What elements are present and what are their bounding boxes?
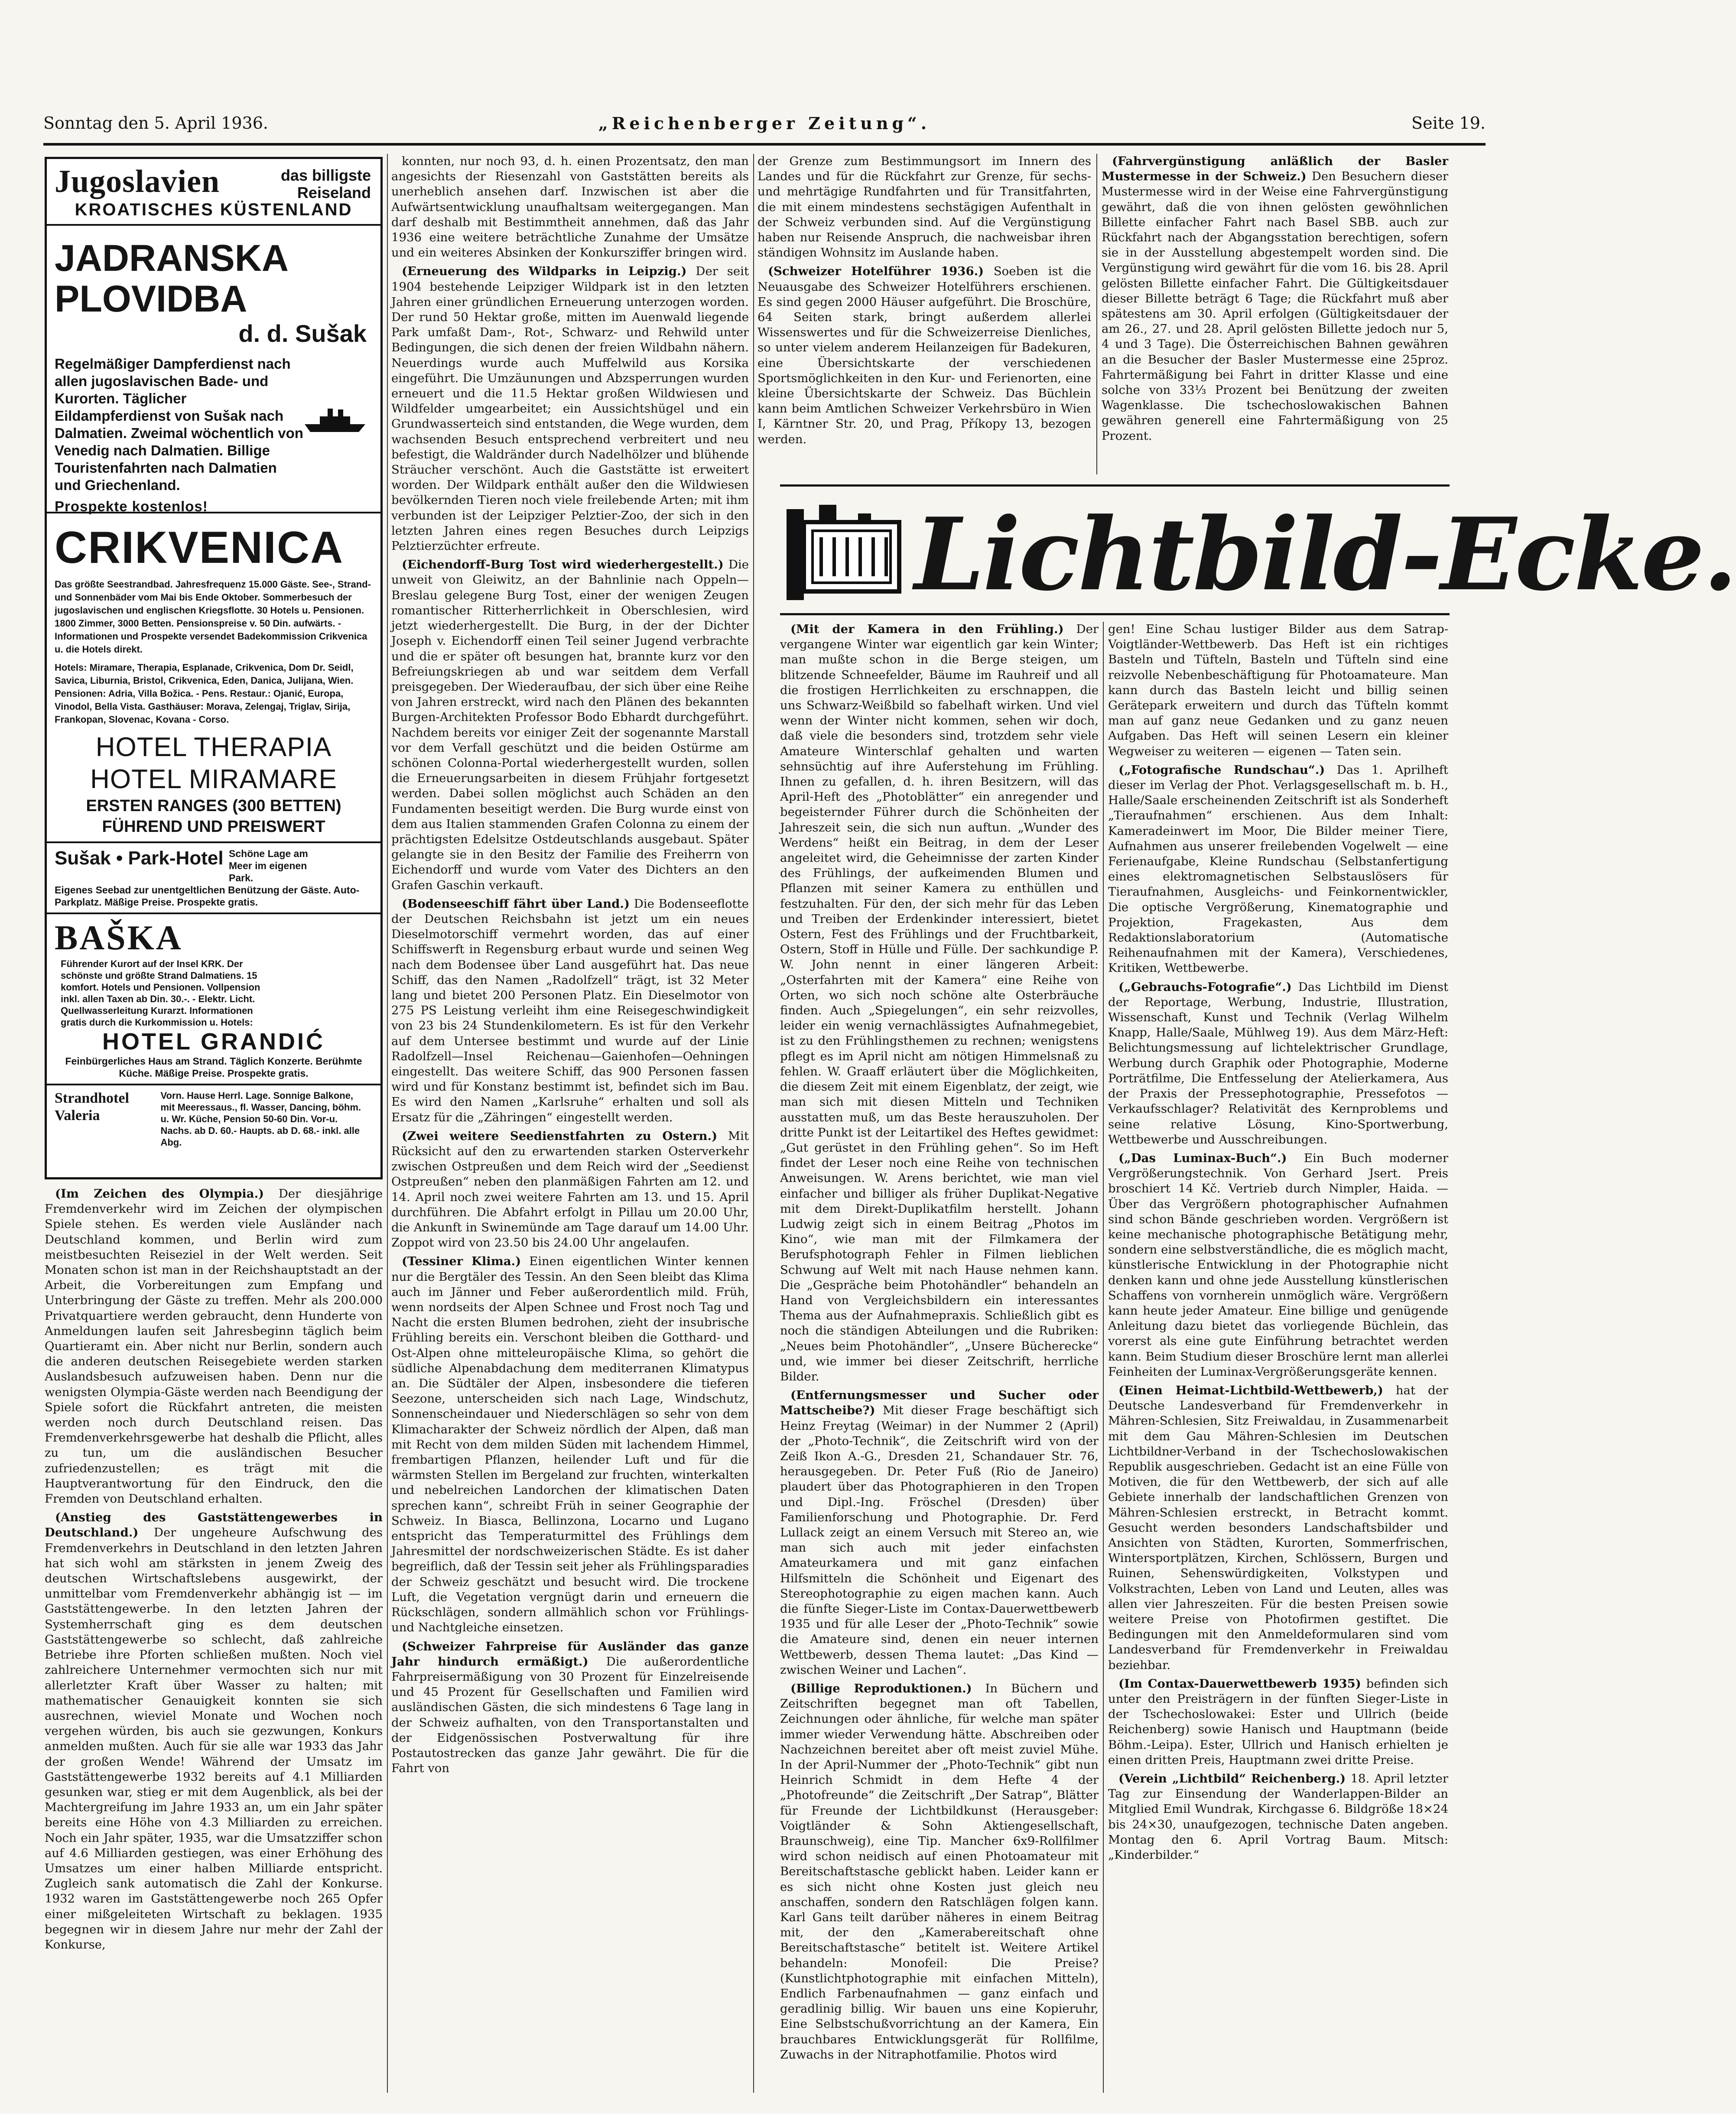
ad-susak-body: Eigenes Seebad zur unentgeltlichen Benützung der Gäste. Auto-Parkplatz. Mäßige Preise. Prospekte gratis.: [55, 884, 360, 908]
run-in-heading: (Fahrvergünstigung anläßlich der Basler Mustermesse in der Schweiz.): [1102, 154, 1448, 184]
article-schweizer-fahrpreise: (Schweizer Fahrpreise für Ausländer das ganze Jahr hindurch ermäßigt.) Die außerordentliche Fahrpreisermäßigung von 30 Prozent für Einzelreisende und 45 Prozent für Gesellschaften und Familien wird ausländischen Gästen, die sich mindestens 6 Tage lang in der Schweiz aufhalten, von den Transportanstalten und der Eidgenössischen Postverwaltung für ihre Postautostrecken das ganze Jahr gewährt. Die für die Fahrt von: [391, 1639, 749, 1776]
ad-hotel-therapia: HOTEL THERAPIA: [95, 732, 332, 762]
header-date: Sonntag den 5. April 1936.: [43, 114, 268, 133]
ad-susak-title: Sušak • Park-Hotel: [55, 848, 224, 869]
article-bodenseeschiff: (Bodenseeschiff fährt über Land.) Die Bodenseeflotte der Deutschen Reichsbahn ist jetzt um ein neues Dieselmotorschiff vermehrt worden, das auf einer Schiffswerft in Regensburg erbaut wurde und seinen Weg nach dem Bodensee über Land ausgeführt hat. Das neue Schiff, das den Namen „Radolfzell“ trägt, ist 32 Meter lang und bietet 200 Personen Platz. Ein Dieselmotor von 275 PS Leistung verleiht ihm eine Reisegeschwindigkeit von 23 bis 24 Stundenkilometern. Es ist für den Verkehr auf dem Untersee bestimmt und wurde auf der Linie Radolfzell—Insel Reichenau—Gaienhofen—Oehningen eingestellt. Das weitere Schiff, das 900 Personen fassen wird und für Konstanz bestimmt ist, befindet sich im Bau. Es wird den Namen „Karlsruhe“ erhalten und soll als Ersatz für die „Zähringen“ eingestellt werden.: [391, 896, 749, 1124]
article-heimat-wettbewerb: (Einen Heimat-Lichtbild-Wettbewerb,) hat der Deutsche Landesverband für Fremdenverkehr in Mähren-Schlesien, Sitz Freiwaldau, in Zusammenarbeit mit dem Gau Mähren-Schlesien im Deutschen Lichtbildner-Verband in der Tschechoslowakischen Republik ausgeschrieben. Gedacht ist an eine Fülle von Motiven, die für den Wettbewerb, der sich auf alle Gebiete innerhalb der landschaftlichen Grenzen von Mähren-Schlesien erstreckt, in Betracht kommt. Gesucht werden besonders Landschaftsbilder und Ansichten von Städten, Kurorten, Sommerfrischen, Wintersportplätzen, Kirchen, Schlössern, Burgen und Ruinen, Sehenswürdigkeiten, Volkstypen und Volkstrachten, Leben von Land und Leuten, alles was allen vier Jahreszeiten. Für die besten Preisen sowie weitere Preise von Photofirmen gestiftet. Die Bedingungen mit den Anmeldeformularen sind vom Landesverband für Fremdenverkehr in Freiwaldau beziehbar.: [1108, 1383, 1448, 1672]
banner-bottom-rule: [780, 613, 1450, 615]
ad-tagline-line-1: das billigste: [280, 166, 371, 184]
ad-crikvenica-title: CRIKVENICA: [55, 523, 344, 573]
ad-jadranska-company: d. d. Sušak: [238, 320, 367, 347]
article-entfernungsmesser: (Entfernungsmesser und Sucher oder Mattscheibe?) Mit dieser Frage beschäftigt sich Heinz Freytag (Weimar) in der Nummer 2 (April) der „Photo-Technik“, die Zeitschrift wird von der Zeiß Ikon A.-G., Dresden 21, Schandauer Str. 76, herausgegeben. Dr. Peter Fuß (Rio de Janeiro) plaudert über das Photographieren in den Tropen und Dipl.-Ing. Fröschel (Dresden) über Familienforschung und Photographie. Dr. Ferd Lullack zeigt an einem Versuch mit Stereo an, wie man sich auch mit jeder einfachsten Amateurkamera und mit ganz einfachen Hilfsmitteln die Schönheit und Eigenart des Stereophotographie zu eigen machen kann. Auch die fünfte Sieger-Liste im Contax-Dauerwettbewerb 1935 und für alle Leser der „Photo-Technik“ sowie die Amateure sind, denen ein neuer internen Wettbewerb, dessen Thema lautet: „Das Kind — zwischen Weiner und Lachen“.: [780, 1388, 1099, 1677]
article-gaststaetten-cont: konnten, nur noch 93, d. h. einen Prozentsatz, den man angesichts der Riesenzahl von Gaststätten bereits als unerheblich ansehen darf. Inzwischen ist aber die Aufwärtsentwicklung unaufhaltsam weitergegangen. Man darf deshalb mit Bestimmtheit annehmen, daß das Jahr 1936 eine weitere beträchtliche Zunahme der Umsätze und ein weiteres Absinken der Konkursziffer bringen wird.: [391, 154, 749, 260]
run-in-heading: („Gebrauchs-Fotografie“.): [1118, 980, 1292, 994]
run-in-heading: („Das Luminax-Buch“.): [1118, 1151, 1287, 1165]
header-rule: [43, 143, 1486, 146]
run-in-heading: (Mit der Kamera in den Frühling.): [790, 622, 1064, 636]
run-in-heading: (Eichendorff-Burg Tost wird wiederhergestellt.): [402, 558, 724, 572]
ad-hotel-grandic: HOTEL GRANDIĆ: [102, 1029, 325, 1055]
lichtbild-ecke-title: Lichtbild-Ecke.: [914, 496, 1736, 613]
run-in-heading: („Fotografische Rundschau“.): [1118, 763, 1325, 777]
page-number: Seite 19.: [1411, 114, 1486, 133]
run-in-heading: (Im Contax-Dauerwettbewerb 1935): [1118, 1676, 1361, 1691]
ad-susak-side: Schöne Lage am Meer im eigenen Park.: [229, 848, 308, 883]
ad-crikvenica-hotels: Hotels: Miramare, Therapia, Esplanade, Crikvenica, Dom Dr. Seidl, Savica, Liburnia, Bristol, Crikvenica, Eden, Danica, Julijana, Wien. Pensionen: Adria, Villa Božica. - Pens. Restaur.: Ojanić, Europa, Vinodol, Bella Vista. Gasthäuser: Morava, Zelengaj, Triglav, Sirija, Frankopan, Slovenac, Kovana - Corso.: [55, 662, 354, 725]
run-in-heading: (Anstieg des Gaststättengewerbes in Deutschland.): [45, 1510, 383, 1540]
run-in-heading: (Bodenseeschiff fährt über Land.): [402, 896, 630, 911]
column-3-lower: [780, 622, 1099, 2093]
run-in-heading: (Billige Reproduktionen.): [790, 1682, 972, 1696]
ad-susak-park-hotel: [47, 843, 380, 914]
article-burg-tost: (Eichendorff-Burg Tost wird wiederhergestellt.) Die unweit von Gleiwitz, an der Bahnlinie nach Oppeln—Breslau gelegene Burg Tost, einer der wenigen Zeugen romantischer Ritterherrlichkeit in Oberschlesien, wird jetzt wiederhergestellt. Die Burg, in der der Dichter Joseph v. Eichendorff einen Teil seiner Jugend verbrachte und die er später oft besungen hat, brannte kurz vor den Befreiungskriegen ab und war seitdem dem Verfall preisgegeben. Der Wiederaufbau, der sich über eine Reihe von Jahren erstreckt, wird nach den Plänen des bekannten Burgen-Architekten Professor Bodo Ebhardt durchgeführt. Nachdem bereits vor einiger Zeit der sogenannte Marstall vor dem Verfall geschützt und die beiden Ostürme am schönen Colonna-Portal wiederhergestellt wurden, sollen die Erneuerungsarbeiten in diesem Frühjahr fortgesetzt werden. Dabei sollen möglichst auch Schäden an den Fundamenten beseitigt werden. Die Burg wurde einst von dem aus Italien stammenden Grafen Colonna zu einem der prächtigsten Edelsitze Ostdeutschlands ausgebaut. Später gelangte sie in den Besitz der Familie des Freiherrn von Eichendorff und wurde vom Vater des Dichters an den Grafen Gaschin verkauft.: [391, 558, 749, 892]
article-satrap-cont: gen! Eine Schau lustiger Bilder aus dem Satrap-Voigtländer-Wettbewerb. Das Heft ist ein richtiges Basteln und Tüfteln, Basteln und Tüfteln sind eine reizvolle Nebenbeschäftigung für Photoamateure. Man kann durch das Basteln leicht und billig seinen Gerätepark erweitern und durch das Tüfteln kommt man auf ganz neue Gedanken und zu ganz neuen Aufgaben. Das Heft will seinen Lesern ein kleiner Wegweiser zu weiteren — eigenen — Taten sein.: [1108, 622, 1448, 758]
run-in-heading: (Erneuerung des Wildparks in Leipzig.): [402, 264, 687, 279]
article-kamera-fruehling: (Mit der Kamera in den Frühling.) Der vergangene Winter war eigentlich gar kein Winter; man mußte schon in die Berge steigen, um blitzende Schneefelder, Bäume im Rauhreif und all die frostigen Herrlichkeiten zu erschnappen, die uns Schwarz-Weißbild so fabelhaft wirken. Und viel wenn der Winter nicht kommen, sehen wir doch, daß viele die besonders sind, trotzdem sehr viele Amateure Winterschlaf gehalten und warten sehnsüchtig auf ihre Auferstehung im Frühling. Ihnen zu gefallen, d. h. ihren Besitzern, will das April-Heft des „Photoblätter“ ein anregender und begeisternder Führer durch die Schönheiten der Jahreszeit sein, die sich nun auftun. „Wunder des Werdens“ heißt ein Beitrag, in dem der Leser angeleitet wird, die Geheimnisse der zarten Kinder des Frühlings, der aufkeimenden Blumen und Pflanzen mit seiner Kamera zu enthüllen und festzuhalten. Für den, der sich mehr für das Leben und Treiben der Erdenkinder interessiert, bietet Ostern, Fest des Frühlings und der Fruchtbarkeit, Ostern, Stoff in Hülle und Fülle. Der sachkundige P. W. John nennt in einer längeren Arbeit: „Osterfahrten mit der Kamera“ eine Reihe von Orten, wo sich noch schöne alte Osterbräuche finden. Auch „Spiegelungen“, ein sehr reizvolles, leider ein wenig vernachlässigtes Aufnahmegebiet, ist zu den Frühlingsthemen zu rechnen; wenigstens pflegt es im April nicht am nötigen Himmelsnaß zu fehlen. W. Graaff erläutert über die Möglichkeiten, die diesem Zeit mit einem Eigenblatz, der zeigt, wie man sich mit diesen Mitteln und Techniken ausstatten muß, um das Beste herauszuholen. Der dritte Punkt ist der Leitartikel des Heftes gewidmet: „Gut gerüstet in den Frühling gehen“. So im Heft findet der Leser noch eine Reihe von technischen Anweisungen. W. Arens berichtet, wie man viel einfacher und billiger als früher Duplikat-Negative mit dem Direkt-Duplikatfilm herstellt. Johann Ludwig zeigt sich in einem Beitrag „Photos im Kino“, wie man mit der Filmkamera der Berufsphotograph Fehler in Filmen lieblichen Schwung auf Welt mit nach Hause nehmen kann. Die „Gespräche beim Photohändler“ behandeln an Hand von Vergleichsbildern ein interessantes Thema aus der Aufnahmepraxis. Schließlich gibt es noch die ständigen Abteilungen und die Rubriken: „Neues beim Photohändler“, „Unsere Bücherecke“ und, wie immer bei dieser Zeitschrift, herrliche Bilder.: [780, 622, 1099, 1383]
run-in-heading: (Verein „Lichtbild“ Reichenberg.): [1118, 1772, 1346, 1786]
page-header: [43, 114, 1486, 139]
article-olympia: (Im Zeichen des Olympia.) Der diesjährige Fremdenverkehr wird im Zeichen der olympischen Spiele stehen. Es werden viele Ausländer nach Deutschland kommen, und Berlin wird zum meistbesuchten Reiseziel in der Welt werden. Seit Monaten schon ist man in der Reichshauptstadt an der Arbeit, die Vorbereitungen zum Empfang und Unterbringung der Gäste zu treffen. Mehr als 200.000 Privatquartiere werden gebraucht, denn Hunderte von Anmeldungen laufen seit Jahresbeginn täglich beim Quartieramt ein. Aber nicht nur Berlin, sondern auch die anderen deutschen Reisegebiete werden starken Auslandsbesuch aufzuweisen haben. Denn nur die wenigsten Olympia-Gäste werden nach Beendigung der Spiele sofort die Rückfahrt antreten, die meisten werden noch durch Deutschland reisen. Das Fremdenverkehrsgewerbe hat deshalb die Pflicht, alles zu tun, um die ausländischen Besucher zufriedenzustellen; es trägt mit die Hauptverantwortung für den Eindruck, den die Fremden von Deutschland erhalten.: [45, 1187, 383, 1506]
ad-hotel-miramare: HOTEL MIRAMARE: [90, 764, 337, 794]
run-in-heading: (Schweizer Fahrpreise für Ausländer das ganze Jahr hindurch ermäßigt.): [391, 1639, 749, 1669]
ad-crikvenica: [47, 513, 380, 843]
column-4-upper: [1102, 154, 1448, 474]
article-fotografische-rundschau: („Fotografische Rundschau“.) Das 1. Aprilheft dieser im Verlag der Phot. Verlagsgesellschaft m. b. H., Halle/Saale erscheinenden Zeitschrift ist als Sonderheft „Tieraufnahmen“ erschienen. Aus dem Inhalt: Kameradeinwert im Moor, Die Bilder meiner Tiere, Aufnahmen aus unserer freilebenden Vogelwelt — eine Ferienaufgabe, Kleine Rundschau (Selbstanfertigung eines elektromagnetischen Selbstauslösers für Tieraufnahmen, Ausgleichs- und Feinkornentwickler, Die optische Vergrößerung, Kinematographie und Projektion, Fragekasten, Aus dem Redaktionslaboratorium (Automatische Reihenaufnahmen mit der Kamera), Verschiedenes, Kritiken, Wettbewerbe.: [1108, 763, 1448, 975]
ad-tagline-line-2: Reiseland: [297, 184, 371, 201]
travel-advertisement: [45, 157, 383, 1179]
ad-jadranska: [47, 226, 380, 513]
column-rule-2: [753, 154, 754, 2093]
ad-jadranska-body: Regelmäßiger Dampferdienst nach allen jugoslavischen Bade- und Kurorten. Täglicher Eildampferdienst von Sušak nach Dalmatien. Zweimal wöchentlich von Venedig nach Dalmatien. Billige Touristenfahrten nach Dalmatien und Griechenland.: [55, 356, 303, 493]
ad-baska: [47, 914, 380, 1085]
ad-hotel-rank: ERSTEN RANGES (300 BETTEN): [86, 797, 341, 815]
run-in-heading: (Entfernungsmesser und Sucher oder Mattscheibe?): [780, 1388, 1099, 1418]
article-reproduktionen: (Billige Reproduktionen.) In Büchern und Zeitschriften begegnet man oft Tabellen, Zeichnungen oder ähnliche, für welche man später immer wieder Verwendung hätte. Abschreiben oder Nachzeichnen bereitet aber oft meist zuviel Mühe. In der April-Nummer der „Photo-Technik“ gibt nun Heinrich Schmidt in dem Hefte 4 der „Photofreunde“ die Zeitschrift „Der Satrap“, Blätter für Freunde der Lichtbildkunst (Herausgeber: Voigtländer & Sohn Aktiengesellschaft, Braunschweig), eine Tip. Mancher 6x9-Rollfilmer wird schon neidisch auf einen Photoamateur mit Bereitschaftstasche geblickt haben. Leider kann er es sich nicht ohne Kosten just gleich neu anschaffen, sondern den Ratschlägen folgen kann. Karl Gans teilt darüber näheres in einem Beitrag mit, der den „Kamerabereitschaft ohne Bereitschaftstasche“ betitelt ist. Weitere Artikel behandeln: Monofeil: Die Preise? (Kunstlichtphotographie mit einfachen Mitteln), Endlich Farbenaufnahmen — ganz einfach und geradlinig billig. Wir bauen uns eine Kopieruhr, Eine Selbstschußvorrichtung an der Kamera, Ein brauchbares Entwicklungsgerät für Rollfilme, Zuwachs in der Nitraphotfamilie. Photos wird: [780, 1682, 1099, 2062]
ad-hotel-slogan: FÜHREND UND PREISWERT: [102, 818, 325, 836]
article-gaststaetten: (Anstieg des Gaststättengewerbes in Deutschland.) Der ungeheure Aufschwung des Fremdenverkehrs in Deutschland in den letzten Jahren hat sich wohl am stärksten in jenem Zweig des deutschen Wirtschaftslebens ausgewirkt, der unmittelbar vom Fremdenverkehr abhängig ist — im Gaststättengewerbe. In den letzten Jahren der Systemherrschaft ging es dem deutschen Gaststättengewerbe so schlecht, daß zahlreiche Betriebe ihre Pforten schließen mußten. Noch viel zahlreichere Unternehmer vermochten sich nur mit allerletzter Kraft über Wasser zu halten; mit mathematischer Genauigkeit konnten sie sich ausrechnen, wieviel Monate und Wochen noch vergehen würden, bis auch sie gezwungen, Konkurs anmelden mußten. Auch für sie alle war 1933 das Jahr der großen Wende! Während der Umsatz im Gaststättengewerbe 1932 bereits auf 4.1 Milliarden gesunken war, stieg er mit dem Augenblick, als bei der Machtergreifung im Jahre 1933 an, um ein Jahr später bereits eine Höhe von 4.3 Milliarden zu erreichen. Noch ein Jahr später, 1935, war die Umsatzziffer schon auf 4.6 Milliarden gestiegen, was einer Erhöhung des Umsatzes um einer halben Milliarde entspricht. Zugleich sank automatisch die Zahl der Konkurse. 1932 waren im Gaststättengewerbe noch 265 Opfer einer mißgeleiteten Wirtschaft zu beklagen. 1935 begegnen wir in diesem Jahre nur mehr der Zahl der Konkurse,: [45, 1510, 383, 1952]
column-4-lower: [1108, 622, 1448, 2093]
ad-grandic-body: Feinbürgerliches Haus am Strand. Täglich Konzerte. Berühmte Küche. Mäßige Preise. Prospekte gratis.: [65, 1055, 362, 1079]
article-fahrpreise-cont: der Grenze zum Bestimmungsort im Innern des Landes und für die Rückfahrt zur Grenze, für sechs- und mehrtägige Rundfahrten und für Transitfahrten, die mit einem mindestens sechstägigen Aufenthalt in der Schweiz verbunden sind. Auf die Vergünstigung haben nur Reisende Anspruch, die nachweisbar ihren ständigen Wohnsitz im Auslande haben.: [757, 154, 1091, 260]
ad-jugoslavien-title: Jugoslavien: [55, 164, 220, 199]
ad-jadranska-footer: Prospekte kostenlos!: [55, 498, 208, 514]
ship-icon: [302, 403, 367, 434]
ad-valeria: [47, 1085, 380, 1153]
column-1-lower: [45, 1186, 383, 2092]
article-contax-wettbewerb: (Im Contax-Dauerwettbewerb 1935) befinden sich unter den Preisträgern in der fünften Sieger-Liste in der Tschechoslowakei: Ester und Ullrich (beide Reichenberg) sowie Hanisch und Hauptmann (beide Böhm.-Leipa). Ester, Ullrich und Hanisch erhielten je einen dritten Preis, Hauptmann zwei dritte Preise.: [1108, 1676, 1449, 1767]
article-tessiner-klima: (Tessiner Klima.) Einen eigentlichen Winter kennen nur die Bergtäler des Tessin. An den Seen bleibt das Klima auch im Jänner und Feber außerordentlich mild. Früh, wenn nordseits der Alpen Schnee und Frost noch Tag und Nacht die ersten Blumen bedrohen, zieht der insubrische Frühling bereits ein. Verschont bleiben die Gotthard- und Ost-Alpen ohne mitteleuropäische Klima, so gehört die südliche Alpenabdachung dem mediterranen Klimatypus an. Die Südtäler der Alpen, insbesondere die tieferen Seezone, unterscheiden sich nach Lage, Windschutz, Sonnenscheindauer und Niederschlägen so sehr von dem Klimacharakter der Schweiz nördlich der Alpen, daß man mit Recht von dem milden Süden mit lachendem Himmel, frembartigen Pflanzen, heilender Luft und für die wärmsten Stellen im Bergeland zur fruchten, winterkalten und nebelreichen Landorchen der klimatischen Daten sprechen kann“, schreibt Früh in seiner Geographie der Schweiz. In Biasca, Bellinzona, Locarno und Lugano entspricht das Temperaturmittel des Frühlings dem Jahresmittel der nordschweizerischen Städte. Es ist daher begreiflich, daß der Tessin seit jeher als Frühlingsparadies der Schweiz geschätzt und besucht wird. Die trockene Luft, die Vegetation vergnügt darin und erneuern die Rückschlägen, sondern allmählich schon vor Frühlings- und Nachtgleiche einsetzen.: [391, 1254, 749, 1635]
column-3-upper: [757, 154, 1091, 474]
article-luminax-buch: („Das Luminax-Buch“.) Ein Buch moderner Vergrößerungstechnik. Von Gerhard Jsert. Preis broschiert 14 Kč. Vertrieb durch Nimpler, Haida. — Über das Vergrößern photographischer Aufnahmen sind schon Bände geschrieben worden. Vergrößern ist keine mechanische photographische Betätigung mehr, sondern eine selbstverständliche, die es möglich macht, künstlerische Entwicklung in der Photographie nicht denken kann und ohne jede Ausstellung künstlerischen Schaffens von vornherein unmöglich wäre. Vergrößern kann heute jeder Amateur. Eine billige und genügende Anleitung dazu bietet das vorliegende Büchlein, das vorerst als eine gute Einführung betrachtet werden kann. Beim Studium dieser Broschüre lernt man allerlei Feinheiten der Luminax-Vergrößerungsgeräte kennen.: [1108, 1151, 1448, 1379]
ad-crikvenica-paragraph: Das größte Seestrandbad. Jahresfrequenz 15.000 Gäste. See-, Strand- und Sonnenbäder vom Mai bis Ende Oktober. Sommerbesuch der jugoslavischen und englischen Kriegsflotte. 30 Hotels u. Pensionen. 1800 Zimmer, 3000 Betten. Pensionspreise v. 50 Din. aufwärts. - Informationen und Prospekte versendet Badekommission Crikvenica u. die Hotels direkt.: [55, 579, 371, 655]
article-wildpark-leipzig: (Erneuerung des Wildparks in Leipzig.) Der seit 1904 bestehende Leipziger Wildpark ist in den letzten Jahren einer gründlichen Erneuerung unterzogen worden. Der rund 50 Hektar große, mitten im Auenwald liegende Park umfaßt Dam-, Rot-, Schwarz- und Rehwild unter Bedingungen, die sich denen der freien Wildbahn nähern. Neuerdings wurde auch Muffelwild aus Korsika eingeführt. Die Umzäunungen und Abzsperrungen wurden erneuert und die 11.5 Hektar großen Wildwiesen und Wildfelder umgearbeitet; ein Aussichtshügel und ein Grundwasserteich sind entstanden, die Wege wurden, dem wachsenden Besuch entsprechend verbreitert und neu befestigt, die Waldränder durch Nadelhölzer und blühende Sträucher verschönt. Auch die Gaststätte ist erweitert worden. Der Wildpark enthält außer den die Wildwiesen bevölkernden Tieren noch viele freilebende Arten; mit ihm verbunden ist der Leipziger Pelztier-Zoo, der sich in den letzten Jahren eines regen Besuches durch Leipzigs Pelztierzüchter erfreute.: [391, 264, 749, 553]
run-in-heading: (Einen Heimat-Lichtbild-Wettbewerb,): [1118, 1383, 1383, 1397]
article-gebrauchs-fotografie: („Gebrauchs-Fotografie“.) Das Lichtbild im Dienst der Reportage, Werbung, Industrie, Illustration, Wissenschaft, Kunst und Technik (Verlag Wilhelm Knapp, Halle/Saale, Mühlweg 19). Aus dem März-Heft: Belichtungsmessung auf lichtelektrischer Grundlage, Werbung durch Graphik oder Photographie, Moderne Porträtfilme, Die Entfesselung der Atelierkamera, Aus der Praxis der Pressephotographie, Pressefotos — Verkaufsschlager? Relativität des Kernproblems und seine relative Lösung, Kino-Sportwerbung, Wettbewerbe und Ausschreibungen.: [1108, 980, 1448, 1146]
article-hotelfuehrer: (Schweizer Hotelführer 1936.) Soeben ist die Neuausgabe des Schweizer Hotelführers erschienen. Es sind gegen 2000 Häuser aufgeführt. Die Broschüre, 64 Seiten stark, bringt außerdem allerlei Wissenswertes und für die Schweizerreise Dienliches, so unter vielem anderem Heilanzeigen für Badekuren, eine Übersichtskarte der verschiedenen Sportsmöglichkeiten in den Kur- und Ferienorten, eine kleine Übersichtskarte der Schweiz. Das Büchlein kann beim Amtlichen Schweizer Verkehrsbüro in Wien I, Kärntner Str. 20, und Prag, Příkopy 13, bezogen werden.: [757, 264, 1091, 446]
ad-jadranska-title-2: PLOVIDBA: [55, 278, 247, 320]
ad-baska-side: Führender Kurort auf der Insel KRK. Der schönste und größte Strand Dalmatiens. 15 komfort. Hotels und Pensionen. Vollpension inkl. allen Taxen ab Din. 30.-. - Elektr. Licht. Quellwasserleitung Kurarzt. Informationen gratis durch die Kurkommission u. Hotels:: [61, 958, 260, 1028]
ad-jugoslavien: [47, 159, 380, 226]
ad-baska-title: BAŠKA: [55, 919, 183, 957]
run-in-heading: (Schweizer Hotelführer 1936.): [768, 264, 984, 279]
ad-valeria-side: Vorn. Hause Herrl. Lage. Sonnige Balkone, mit Meeressaus., fl. Wasser, Dancing, böhm. u. Wr. Küche, Pension 50-60 Din. Vor-u. Nachs. ab D. 60.- Haupts. ab D. 68.- inkl. alle Abg.: [160, 1090, 361, 1148]
run-in-heading: (Tessiner Klima.): [402, 1254, 521, 1269]
column-rule-3-upper: [1096, 154, 1097, 474]
ad-crikvenica-body: [55, 578, 373, 726]
ad-jugoslavien-tagline: [281, 167, 371, 201]
ad-jadranska-title-1: JADRANSKA: [55, 237, 289, 279]
banner-top-rule: [780, 484, 1450, 487]
masthead: „Reichenberger Zeitung“.: [598, 114, 931, 133]
run-in-heading: (Im Zeichen des Olympia.): [55, 1187, 264, 1201]
ad-valeria-title: Strandhotel Valeria: [55, 1090, 129, 1124]
column-rule-3-lower: [1103, 622, 1104, 2093]
column-rule-1: [387, 154, 388, 2093]
article-basler-mustermesse: (Fahrvergünstigung anläßlich der Basler Mustermesse in der Schweiz.) Den Besuchern dieser Mustermesse wird in der Weise eine Fahrvergünstigung gewährt, daß die von ihnen gelösten gewöhnlichen Billette einfacher Fahrt nach Basel SBB. auch zur Rückfahrt nach der Abgangsstation berechtigen, sofern sie in der Ausstellung abgestempelt worden sind. Die Vergünstigung wird gewährt für die vom 16. bis 28. April gelösten Billette einfacher Fahrt. Die Gültigkeitsdauer dieser Billette beträgt 6 Tage; die Rückfahrt muß aber spätestens am 30. April erfolgen (Gültigkeitsdauer der am 26., 27. und 28. April gelösten Billette jedoch nur 5, 4 und 3 Tage). Die Österreichischen Bahnen gewähren an die Besucher der Basler Mustermesse eine 25proz. Fahrtermäßigung bei Fahrt in dritter Klasse und eine solche von 33⅓ Prozent bei Benützung der zweiten Wagenklasse. Die tschechoslowakischen Bahnen gewähren generell eine Fahrtermäßigung von 25 Prozent.: [1102, 154, 1448, 443]
article-seedienst-ostern: (Zwei weitere Seedienstfahrten zu Ostern.) Mit Rücksicht auf den zu erwartenden starken Osterverkehr zwischen Ostpreußen und dem Reich wird der „Seedienst Ostpreußen“ neben den planmäßigen Fahrten am 12. und 14. April noch zwei weitere Fahrten am 13. und 15. April durchführen. Die Abfahrt erfolgt in Pillau um 20.00 Uhr, die Ankunft in Swinemünde am Tage darauf um 14.00 Uhr. Zoppot wird von 23.50 bis 24.00 Uhr angelaufen.: [391, 1129, 749, 1250]
column-2: [391, 154, 749, 2093]
ad-jugoslavien-subtitle: KROATISCHES KÜSTENLAND: [75, 200, 353, 219]
article-verein-lichtbild: (Verein „Lichtbild“ Reichenberg.) 18. April letzter Tag zur Einsendung der Wanderlappen-Bilder an Mitglied Emil Wundrak, Kirchgasse 6. Bildgröße 18×24 bis 24×30, unaufgezogen, technische Daten angeben. Montag den 6. April Vortrag Baum. Mitsch: „Kinderbilder.“: [1108, 1772, 1448, 1862]
run-in-heading: (Zwei weitere Seedienstfahrten zu Ostern.): [402, 1129, 718, 1143]
